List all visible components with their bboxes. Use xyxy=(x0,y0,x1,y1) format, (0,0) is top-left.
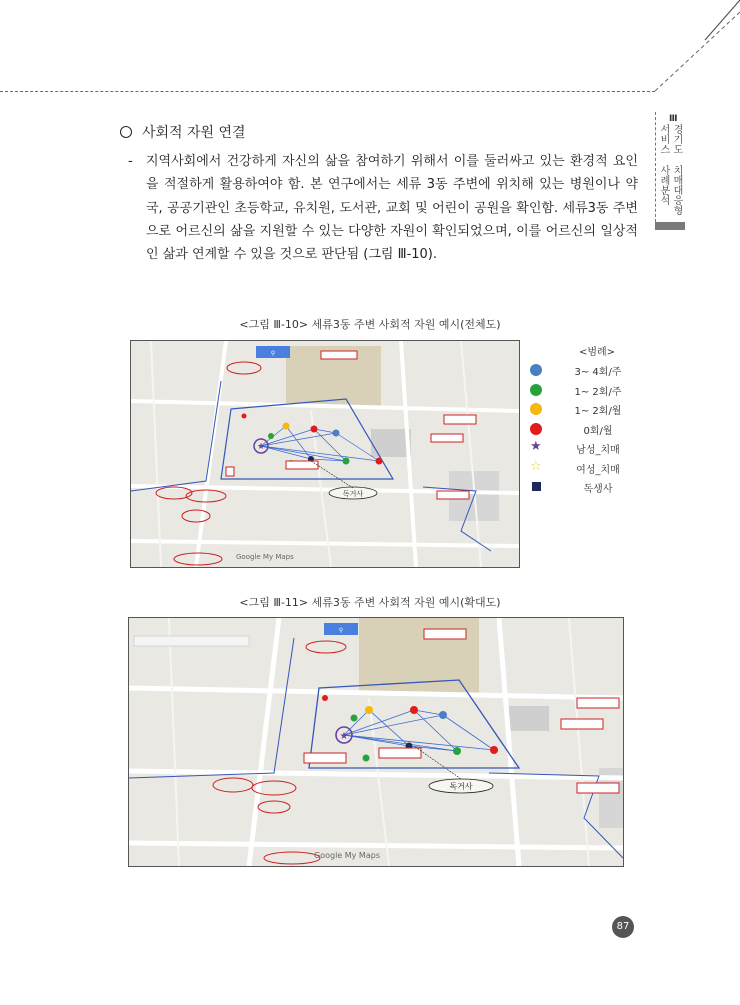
figure1-map xyxy=(130,340,520,568)
figure2-caption: <그림 Ⅲ-11> 세류3동 주변 사회적 자원 예시(확대도) xyxy=(239,596,501,609)
yellow-circle-icon xyxy=(530,403,542,415)
legend-label: 3~ 4회/주 xyxy=(574,367,622,378)
svg-text:★: ★ xyxy=(256,442,266,452)
section-heading xyxy=(120,122,246,142)
legend-row xyxy=(528,460,648,480)
svg-text:★: ★ xyxy=(339,731,349,742)
paragraph-text: 지역사회에서 건강하게 자신의 삶을 참여하기 위해서 이를 둘러싸고 있는 환경적 요인을 적절하게 활용하여야 함. 본 연구에서는 세류 3동 주변에 위치해 있는 병원이나 약국, 공공기관인 초등학교, 유치원, 도서관, 교회 및 어린이 공원을 확인함. 세류3동 주변으로 어르신의 삶을 지원할 수 있는 다양한 자원이 확인되었으며, 이를 어르신의 일상적인 삶과 연계할 수 있을 것으로 판단됨 (그림 Ⅲ-10). xyxy=(146,154,638,263)
figure1-callout-label: 독거사 xyxy=(342,490,364,498)
chapter-title-line1: 경기도 치매대응형 xyxy=(671,124,682,215)
legend-row xyxy=(528,440,648,460)
chapter-title-line2: 서비스 사례분석 xyxy=(658,124,669,205)
legend-row xyxy=(528,362,648,382)
legend-row xyxy=(528,479,648,499)
figure1-map-graphic xyxy=(131,341,519,567)
green-circle-icon xyxy=(530,384,542,396)
chapter-side-tab xyxy=(655,112,685,230)
legend-label: 1~ 2회/월 xyxy=(574,406,622,417)
figure1-caption: <그림 Ⅲ-10> 세류3동 주변 사회적 자원 예시(전체도) xyxy=(239,318,501,331)
legend-label: 1~ 2회/주 xyxy=(574,386,622,398)
section-heading-text: 사회적 자원 연결 xyxy=(142,125,246,141)
side-tab-rule xyxy=(655,112,656,222)
legend-row xyxy=(528,421,648,441)
blue-circle-icon xyxy=(530,364,542,376)
svg-text:⚲: ⚲ xyxy=(270,350,276,357)
red-circle-icon xyxy=(530,423,542,435)
yellow-star-icon: ☆ xyxy=(530,458,542,474)
figure2-map-graphic xyxy=(129,618,623,866)
figure1-map-watermark: Google My Maps xyxy=(236,553,294,561)
side-tab-bar xyxy=(655,222,685,230)
paragraph-dash: - xyxy=(128,154,133,169)
legend-label: 여성_치매 xyxy=(576,464,620,476)
legend-title: <범례> xyxy=(578,347,616,358)
figure2-map-watermark: Google My Maps xyxy=(314,851,380,860)
corner-diagonal-lines xyxy=(0,0,740,100)
purple-star-icon: ★ xyxy=(530,439,542,454)
navy-square-icon xyxy=(532,482,541,491)
svg-text:⚲: ⚲ xyxy=(338,627,344,634)
bullet-circle-icon xyxy=(120,126,132,138)
legend-label: 남성_치매 xyxy=(576,445,620,456)
map-legend xyxy=(528,343,648,499)
figure2-callout-label: 독거사 xyxy=(449,782,473,791)
legend-row xyxy=(528,401,648,421)
body-paragraph xyxy=(128,150,638,266)
page-number: 87 xyxy=(612,916,634,938)
legend-label: 독생사 xyxy=(583,484,613,495)
legend-label: 0회/월 xyxy=(583,425,613,437)
legend-row xyxy=(528,382,648,402)
figure2-map xyxy=(128,617,624,867)
chapter-number: Ⅲ xyxy=(669,114,678,124)
